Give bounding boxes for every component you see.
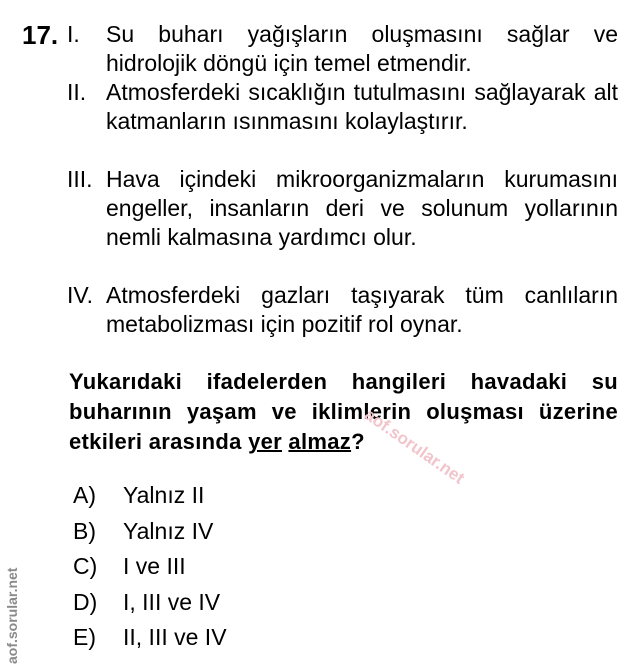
watermark-side: aof.sorular.net	[4, 567, 20, 664]
option-letter: D)	[73, 588, 98, 615]
option-text: Yalnız II	[123, 482, 205, 509]
option-b[interactable]	[73, 514, 227, 550]
option-a[interactable]	[73, 478, 227, 514]
question-number: 17.	[22, 20, 59, 50]
option-text: II, III ve IV	[123, 624, 227, 651]
option-text: I, III ve IV	[123, 588, 221, 615]
prompt-question-mark: ?	[351, 429, 365, 454]
option-d[interactable]	[73, 585, 227, 621]
option-text: Yalnız IV	[123, 517, 214, 544]
option-e[interactable]	[73, 620, 227, 656]
prompt-underlined-almaz: almaz	[288, 429, 352, 454]
option-letter: E)	[73, 624, 96, 651]
option-c[interactable]	[73, 549, 227, 585]
roman-numeral: II.	[67, 79, 87, 105]
prompt-underlined-yer: yer	[248, 429, 282, 454]
option-letter: A)	[73, 482, 96, 509]
statement-text: Atmosferdeki sıcaklığın tutulmasını sağlayarak alt katmanların ısınmasını kolaylaştırır.	[106, 79, 618, 134]
question-prompt	[69, 367, 618, 457]
option-letter: C)	[73, 553, 98, 580]
prompt-text: Yukarıdaki ifadelerden hangileri havadaki su buharının yaşam ve iklimlerin oluşması üzerine etkileri arasında	[69, 369, 618, 454]
statement-text: Su buharı yağışların oluşmasını sağlar ve hidrolojik döngü için temel etmendir.	[106, 21, 618, 76]
statement-text: Atmosferdeki gazları taşıyarak tüm canlıların metabolizması için pozitif rol oynar.	[106, 282, 618, 337]
watermark-diagonal: aof.sorular.net	[361, 405, 468, 488]
option-text: I ve III	[123, 553, 186, 580]
roman-numeral: IV.	[67, 282, 94, 308]
roman-numeral: III.	[67, 166, 93, 192]
roman-numeral: I.	[67, 21, 80, 47]
answer-options	[73, 478, 227, 656]
option-letter: B)	[73, 517, 96, 544]
statement-text: Hava içindeki mikroorganizmaların kurumasını engeller, insanların deri ve solunum yollarının nemli kalmasına yardımcı olur.	[106, 166, 618, 250]
